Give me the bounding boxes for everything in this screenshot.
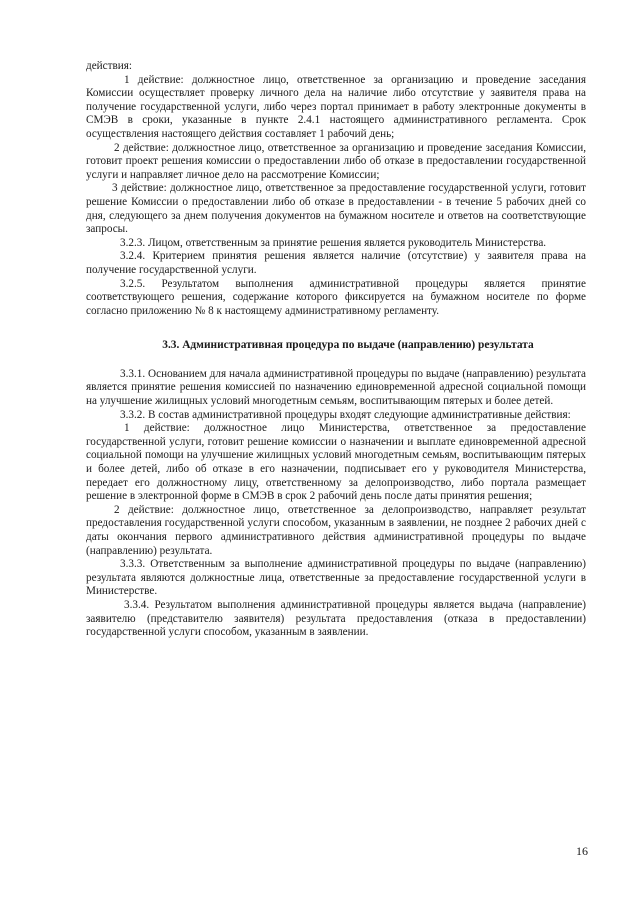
- page-number: 16: [576, 844, 588, 858]
- paragraph-action-3: 3 действие: должностное лицо, ответственное за предоставление государственной услуги, готовит решение Комиссии о предоставлении либо об отказе в предоставлении - в течение 5 рабочих дней со дня, следующего за днем получения документов на бумажном носителе и ответов на соответствующие запросы.: [86, 182, 586, 236]
- paragraph-actions-intro: действия:: [86, 60, 133, 72]
- section-title: 3.3. Административная процедура по выдаче (направлению) результата: [162, 339, 534, 352]
- paragraph-3-2-5: 3.2.5. Результатом выполнения административной процедуры является принятие соответствующего решения, содержание которого фиксируется на бумажном носителе по форме согласно приложению № 8 к настоящему административному регламенту.: [86, 277, 586, 317]
- paragraph-3-2-3: 3.2.3. Лицом, ответственным за принятие решения является руководитель Министерства.: [120, 236, 547, 249]
- paragraph-action-2: 2 действие: должностное лицо, ответственное за организацию и проведение заседания Комиссии, готовит проект решения комиссии о предоставлении либо об отказе в предоставлении государственной услуги и направляет личное дело на рассмотрение Комиссии;: [86, 141, 586, 181]
- paragraph-action-1: 1 действие: должностное лицо, ответственное за организацию и проведение заседания Комиссии осуществляет проверку личного дела на наличие либо отсутствие у заявителя права на получение государственной услуги, либо через портал принимает в работу электронные документы в СМЭВ в сроки, указанные в пункте 2.4.1 настоящего административного регламента. Срок осуществления настоящего действия составляет 1 рабочий день;: [86, 73, 586, 140]
- paragraph-3-3-3: 3.3.3. Ответственным за выполнение административной процедуры по выдаче (направлению) результата являются должностные лица, ответственные за предоставление государственной услуги в Министерстве.: [86, 558, 586, 598]
- paragraph-3-2-4: 3.2.4. Критерием принятия решения является наличие (отсутствие) у заявителя права на получение государственной услуги.: [86, 250, 586, 276]
- paragraph-3-3-1: 3.3.1. Основанием для начала административной процедуры по выдаче (направлению) результата является принятие решения комиссией по назначению единовременной адресной социальной помощи на улучшение жилищных условий многодетным семьям, воспитывающим пятерых и более детей.: [86, 367, 586, 408]
- paragraph-3-3-2: 3.3.2. В состав административной процедуры входят следующие административные действия:: [120, 408, 571, 421]
- paragraph-3-3-2-action-2: 2 действие: должностное лицо, ответственное за делопроизводство, направляет результат предоставления государственной услуги способом, указанным в заявлении, не позднее 2 рабочих дней с даты окончания первого административного действия административной процедуры по выдаче (направлению) результата.: [86, 503, 586, 557]
- paragraph-3-3-2-action-1: 1 действие: должностное лицо Министерства, ответственное за предоставление государственной услуги, готовит решение комиссии о назначении и выплате единовременной адресной социальной помощи на улучшение жилищных условий многодетным семьям, воспитывающим пятерых и более детей, либо об отказе в его назначении, подписывает его у руководителя Министерства, передает его должностному лицу, ответственному за делопроизводство, либо портала размещает решение в электронной форме в СМЭВ в срок 2 рабочий день после даты принятия решения;: [86, 422, 586, 503]
- document-page: [86, 60, 586, 640]
- paragraph-3-3-4: 3.3.4. Результатом выполнения административной процедуры является выдача (направление) заявителю (представителю заявителя) результата предоставления (отказа в предоставлении) государственной услуги способом, указанным в заявлении.: [86, 598, 586, 639]
